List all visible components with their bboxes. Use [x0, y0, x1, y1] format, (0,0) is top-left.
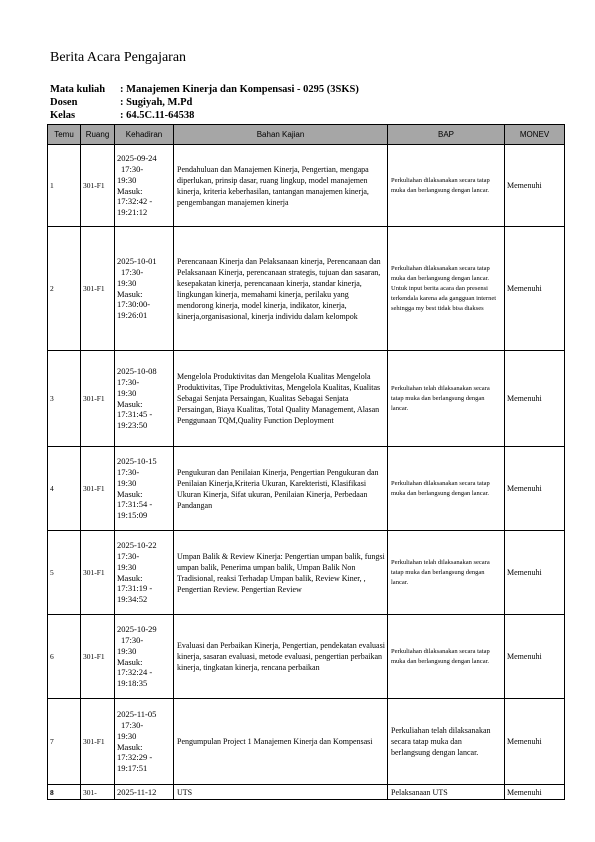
kehadiran-masuk-out: 19:17:51: [117, 763, 148, 774]
kehadiran-masuk-in: 17:31:19 -: [117, 583, 153, 594]
kehadiran-date: 2025-10-01: [117, 256, 157, 267]
table-row: [48, 785, 565, 800]
kehadiran-start: 17:30-: [117, 550, 140, 561]
kehadiran-masuk-label: Masuk:: [117, 398, 143, 409]
kelas-value: : 64.5C.11-64538: [120, 110, 195, 121]
kehadiran-masuk-label: Masuk:: [117, 572, 143, 583]
cell-monev: Memenuhi: [505, 145, 565, 227]
table-header-row: [48, 125, 565, 145]
cell-bap: Perkuliahan dilaksanakan secara tatap muka dan berlangsung dengan lancar.: [388, 447, 505, 531]
cell-bahan-kajian: Pengukuran dan Penilaian Kinerja, Pengertian Pengukuran dan Penilaian Kinerja,Kriteria Ukuran, Karekteristi, Klasifikasi Ukuran Kinerja, Sifat ukuran, Penilaian Kinerja, Perbedaan Pandangan: [174, 447, 388, 531]
cell-temu: 6: [48, 615, 81, 699]
kehadiran-masuk-in: 17:32:42 -: [117, 196, 153, 207]
cell-temu: 1: [48, 145, 81, 227]
cell-kehadiran: [115, 615, 174, 699]
kehadiran-date: 2025-11-05: [117, 709, 157, 720]
header-ruang: Ruang: [81, 125, 115, 145]
cell-monev: Memenuhi: [505, 785, 565, 800]
kehadiran-masuk-label: Masuk:: [117, 741, 143, 752]
kehadiran-end: 19:30: [117, 174, 137, 185]
cell-bahan-kajian: Pengumpulan Project 1 Manajemen Kinerja dan Kompensasi: [174, 699, 388, 785]
kehadiran-start: 17:30-: [121, 163, 144, 174]
cell-bahan-kajian: Evaluasi dan Perbaikan Kinerja, Pengertian, pendekatan evaluasi kinerja, sasaran evaluasi, metode evaluasi, pengertian perbaikan kinerja, tingkatan kinerja, rencana perbaikan: [174, 615, 388, 699]
kelas-label: Kelas: [50, 110, 76, 121]
header-bap: BAP: [388, 125, 505, 145]
kehadiran-masuk-label: Masuk:: [117, 288, 143, 299]
cell-bap: Perkuliahan telah dilaksanakan secara tatap muka dan berlangsung dengan lancar.: [388, 531, 505, 615]
kehadiran-masuk-out: 19:18:35: [117, 678, 148, 689]
cell-temu: 3: [48, 351, 81, 447]
cell-temu: 2: [48, 227, 81, 351]
cell-bap: Perkuliahan dilaksanakan secara tatap muka dan berlangsung dengan lancar.: [388, 615, 505, 699]
cell-bahan-kajian: UTS: [174, 785, 388, 800]
dosen-value: : Sugiyah, M.Pd: [120, 97, 193, 108]
cell-temu: 7: [48, 699, 81, 785]
cell-temu: 5: [48, 531, 81, 615]
kehadiran-masuk-label: Masuk:: [117, 488, 143, 499]
cell-kehadiran: [115, 531, 174, 615]
kehadiran-masuk-in: 17:32:24 -: [117, 667, 153, 678]
table-row: [48, 699, 565, 785]
kehadiran-date: 2025-11-12: [117, 786, 157, 797]
cell-monev: Memenuhi: [505, 531, 565, 615]
kehadiran-date: 2025-10-29: [117, 624, 157, 635]
mata-kuliah-value: : Manajemen Kinerja dan Kompensasi - 0295 (3SKS): [120, 84, 359, 95]
kehadiran-date: 2025-09-24: [117, 153, 157, 164]
course-info-kelas: [50, 109, 194, 122]
kehadiran-masuk-out: 19:15:09: [117, 510, 148, 521]
kehadiran-masuk-out: 19:34:52: [117, 594, 148, 605]
cell-bap: Perkuliahan telah dilaksanakan secara tatap muka dan berlangsung dengan lancar.: [388, 351, 505, 447]
kehadiran-start: 17:30-: [117, 466, 140, 477]
cell-bahan-kajian: Mengelola Produktivitas dan Mengelola Kualitas Mengelola Produktivitas, Tipe Produktivitas, Mengelola Kualitas, Kualitas Sebagai Senjata Persaingan, Kualitas Sebagai Senjata Persaingan, Biaya Kualitas, Total Quality Management, Alasan Penggunaan TQM,Quality Function Deployment: [174, 351, 388, 447]
kehadiran-date: 2025-10-15: [117, 456, 157, 467]
cell-bahan-kajian: Umpan Balik & Review Kinerja: Pengertian umpan balik, fungsi umpan balik, Penerima umpan balik, Umpan Balik Non Tradisional, reaksi Terhadap Umpan balik, Review Kiner, , Pengertian Review. Pengertian Review: [174, 531, 388, 615]
kehadiran-masuk-in: 17:30:00-: [117, 299, 151, 310]
kehadiran-end: 19:30: [117, 477, 137, 488]
teaching-record-table: [47, 124, 565, 800]
kehadiran-start: 17:30-: [121, 719, 144, 730]
cell-kehadiran: [115, 227, 174, 351]
table-row: [48, 615, 565, 699]
cell-bap: Pelaksanaan UTS: [388, 785, 505, 800]
header-temu: Temu: [48, 125, 81, 145]
kehadiran-masuk-out: 19:21:12: [117, 207, 148, 218]
cell-ruang: 301-F1: [81, 531, 115, 615]
header-monev: MONEV: [505, 125, 565, 145]
kehadiran-date: 2025-10-08: [117, 366, 157, 377]
cell-monev: Memenuhi: [505, 447, 565, 531]
cell-temu: 8: [48, 785, 81, 800]
header-kehadiran: Kehadiran: [115, 125, 174, 145]
page-title: Berita Acara Pengajaran: [50, 50, 187, 65]
cell-bap: Perkuliahan dilaksanakan secara tatap muka dan berlangsung dengan lancar. Untuk input berita acara dan presensi terkendala karena ada gangguan internet sehingga my best tidak bisa diakses: [388, 227, 505, 351]
cell-temu: 4: [48, 447, 81, 531]
cell-kehadiran: [115, 447, 174, 531]
table-row: [48, 531, 565, 615]
kehadiran-masuk-label: Masuk:: [117, 185, 143, 196]
cell-ruang: 301-F1: [81, 447, 115, 531]
kehadiran-start: 17:30-: [121, 634, 144, 645]
kehadiran-end: 19:30: [117, 730, 137, 741]
cell-monev: Memenuhi: [505, 351, 565, 447]
kehadiran-masuk-out: 19:23:50: [117, 420, 148, 431]
kehadiran-masuk-in: 17:31:45 -: [117, 409, 153, 420]
cell-bahan-kajian: Perencanaan Kinerja dan Pelaksanaan kinerja, Perencanaan dan Pelaksanaan Kinerja, perencanaan strategis, tujuan dan sasaran, kesepakatan kinerja, perencanaan kinerja, standar kinerja, lingkungan kinerja, memahami kinerja, perilaku yang mendorong kinerja, model kinerja, indikator, kinerja, kinerja,organisasional, kinerja individu dalam kelompok: [174, 227, 388, 351]
cell-ruang: 301-F1: [81, 145, 115, 227]
mata-kuliah-label: Mata kuliah: [50, 84, 106, 95]
kehadiran-end: 19:30: [117, 561, 137, 572]
cell-kehadiran: [115, 145, 174, 227]
kehadiran-date: 2025-10-22: [117, 540, 157, 551]
kehadiran-start: 17:30-: [117, 376, 140, 387]
kehadiran-masuk-in: 17:32:29 -: [117, 752, 153, 763]
cell-ruang: 301-F1: [81, 699, 115, 785]
table-row: [48, 351, 565, 447]
kehadiran-end: 19:30: [117, 387, 137, 398]
table-row: [48, 145, 565, 227]
cell-monev: Memenuhi: [505, 227, 565, 351]
kehadiran-masuk-in: 17:31:54 -: [117, 499, 153, 510]
kehadiran-end: 19:30: [117, 277, 137, 288]
kehadiran-end: 19:30: [117, 645, 137, 656]
table-row: [48, 447, 565, 531]
table-row: [48, 227, 565, 351]
cell-bap: Perkuliahan telah dilaksanakan secara tatap muka dan berlangsung dengan lancar.: [388, 699, 505, 785]
cell-bahan-kajian: Pendahuluan dan Manajemen Kinerja, Pengertian, mengapa diperlukan, prinsip dasar, ruang lingkup, model manajemen kinerja, kriteria keberhasilan, tantangan manajemen kinerja, pengembangan manajemen kinerja: [174, 145, 388, 227]
cell-ruang: 301-F1: [81, 227, 115, 351]
cell-monev: Memenuhi: [505, 699, 565, 785]
kehadiran-masuk-out: 19:26:01: [117, 310, 148, 321]
cell-bap: Perkuliahan dilaksanakan secara tatap muka dan berlangsung dengan lancar.: [388, 145, 505, 227]
course-info-dosen: [50, 96, 192, 109]
cell-ruang: 301-: [81, 785, 115, 800]
kehadiran-masuk-label: Masuk:: [117, 656, 143, 667]
cell-monev: Memenuhi: [505, 615, 565, 699]
kehadiran-start: 17:30-: [121, 266, 144, 277]
cell-ruang: 301-F1: [81, 351, 115, 447]
dosen-label: Dosen: [50, 97, 78, 108]
cell-kehadiran: [115, 699, 174, 785]
course-info-mata-kuliah: [50, 83, 359, 96]
cell-kehadiran: [115, 785, 174, 800]
header-bahan-kajian: Bahan Kajian: [174, 125, 388, 145]
cell-ruang: 301-F1: [81, 615, 115, 699]
cell-kehadiran: [115, 351, 174, 447]
